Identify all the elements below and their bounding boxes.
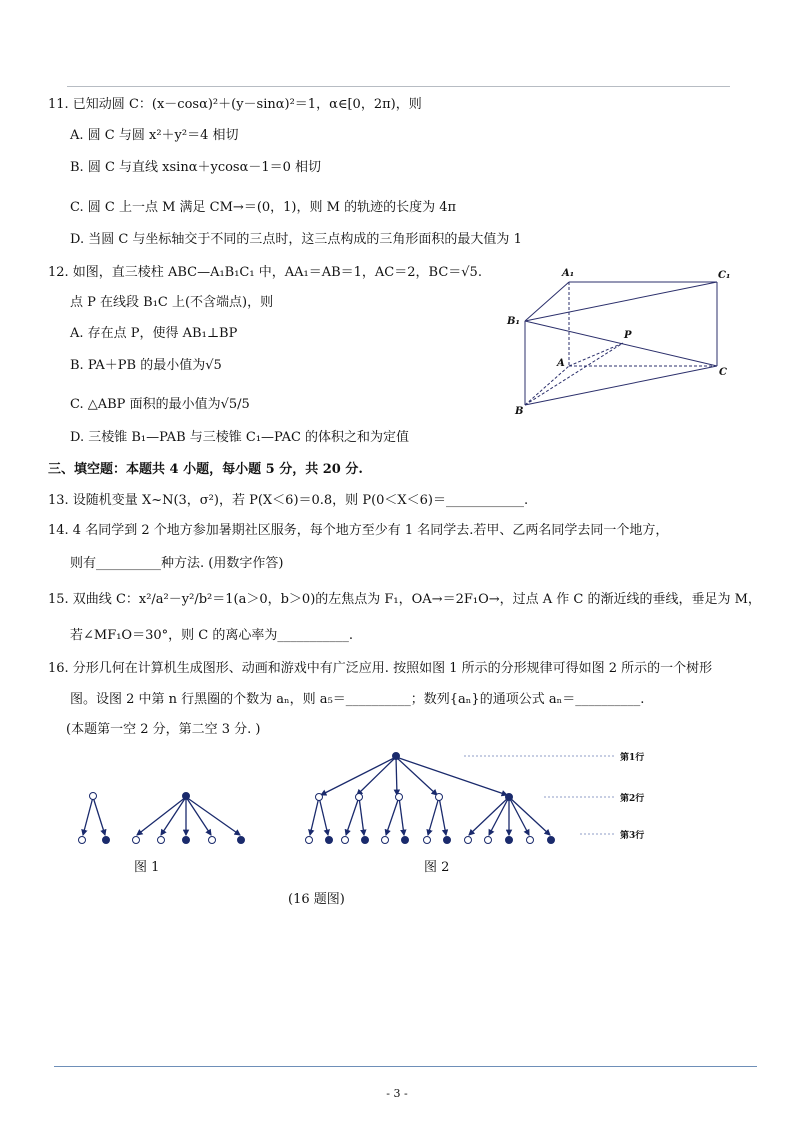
node-white (396, 794, 403, 801)
q12-stem: 12. 如图，直三棱柱 ABC—A₁B₁C₁ 中，AA₁＝AB＝1，AC＝2，BC＝√5. (48, 265, 482, 280)
q14-line2: 则有__________种方法. (用数字作答) (70, 556, 284, 571)
edge-bp-hidden (525, 343, 623, 405)
node-white (90, 793, 97, 800)
node-black (362, 837, 369, 844)
node-black (444, 837, 451, 844)
node-white (133, 837, 140, 844)
section3-heading: 三、填空题：本题共 4 小题，每小题 5 分，共 20 分. (48, 462, 363, 477)
node-white (485, 837, 492, 844)
row-label-3: 第3行 (620, 831, 645, 841)
q12-option-c: C. △ABP 面积的最小值为√5/5 (70, 397, 250, 412)
q11-option-b: B. 圆 C 与直线 xsinα＋ycosα－1＝0 相切 (70, 160, 322, 175)
label-p: P (624, 330, 632, 341)
edge-b1a1 (525, 282, 569, 321)
q11-option-d: D. 当圆 C 与坐标轴交于不同的三点时，这三点构成的三角形面积的最大值为 1 (70, 232, 522, 247)
label-c1: C₁ (718, 270, 731, 281)
node-white (79, 837, 86, 844)
node-black (402, 837, 409, 844)
q12-option-b: B. PA＋PB 的最小值为√5 (70, 358, 222, 373)
label-b: B (515, 406, 524, 417)
edge-ba-hidden (525, 366, 569, 405)
node-white (342, 837, 349, 844)
q12-stem-2: 点 P 在线段 B₁C 上(不含端点)，则 (70, 295, 274, 310)
edge-b1c1 (525, 282, 717, 321)
fig2-caption: 图 2 (424, 860, 450, 875)
q11-stem: 11. 已知动圆 C：(x－cosα)²＋(y－sinα)²＝1，α∈[0，2π)，则 (48, 97, 422, 112)
node-black (548, 837, 555, 844)
q11-option-a: A. 圆 C 与圆 x²＋y²＝4 相切 (70, 128, 239, 143)
q16-line1: 16. 分形几何在计算机生成图形、动画和游戏中有广泛应用. 按照如图 1 所示的分形规律可得如图 2 所示的一个树形 (48, 661, 713, 676)
label-c: C (719, 367, 727, 378)
node-black (506, 837, 513, 844)
prism-figure (500, 262, 740, 422)
node-white (209, 837, 216, 844)
label-a1: A₁ (562, 268, 575, 279)
edge-bc (525, 366, 717, 405)
fig1-caption: 图 1 (134, 860, 160, 875)
header-rule (67, 86, 730, 87)
node-white (465, 837, 472, 844)
node-black (183, 837, 190, 844)
node-white (316, 794, 323, 801)
node-black (183, 793, 190, 800)
q12-option-a: A. 存在点 P，使得 AB₁⊥BP (70, 326, 238, 341)
row-label-2: 第2行 (620, 794, 645, 804)
fractal-figure (60, 745, 700, 855)
page-number: - 3 - (386, 1087, 408, 1100)
node-white (356, 794, 363, 801)
q15-line1: 15. 双曲线 C：x²/a²－y²/b²＝1(a＞0，b＞0)的左焦点为 F₁，OA→＝2F₁O→，过点 A 作 C 的渐近线的垂线，垂足为 M， (48, 592, 761, 607)
node-white (382, 837, 389, 844)
node-white (424, 837, 431, 844)
label-b1: B₁ (507, 316, 520, 327)
node-white (436, 794, 443, 801)
node-black (238, 837, 245, 844)
node-white (306, 837, 313, 844)
node-black (393, 753, 400, 760)
node-white (158, 837, 165, 844)
q16-line3: (本题第一空 2 分，第二空 3 分. ) (66, 722, 261, 737)
node-black (326, 837, 333, 844)
node-white (527, 837, 534, 844)
q12-option-d: D. 三棱锥 B₁—PAB 与三棱锥 C₁—PAC 的体积之和为定值 (70, 430, 410, 445)
q15-line2: 若∠MF₁O＝30°，则 C 的离心率为___________. (70, 628, 353, 643)
q11-option-c: C. 圆 C 上一点 M 满足 CM→＝(0，1)，则 M 的轨迹的长度为 4π (70, 200, 457, 215)
q16-line2: 图。设图 2 中第 n 行黑圈的个数为 aₙ，则 a₅＝__________；数列{aₙ}的通项公式 aₙ＝__________. (70, 692, 645, 707)
q14-line1: 14. 4 名同学到 2 个地方参加暑期社区服务，每个地方至少有 1 名同学去.若甲、乙两名同学去同一个地方， (48, 523, 669, 538)
node-black (103, 837, 110, 844)
node-black (506, 794, 513, 801)
label-a: A (557, 358, 565, 369)
edge-ap-hidden (569, 343, 623, 366)
q13: 13. 设随机变量 X~N(3，σ²)，若 P(X＜6)＝0.8，则 P(0＜X＜6)＝____________. (48, 493, 529, 508)
footer-rule (54, 1066, 757, 1067)
figure16-caption: (16 题图) (288, 892, 345, 907)
row-label-1: 第1行 (620, 753, 645, 763)
